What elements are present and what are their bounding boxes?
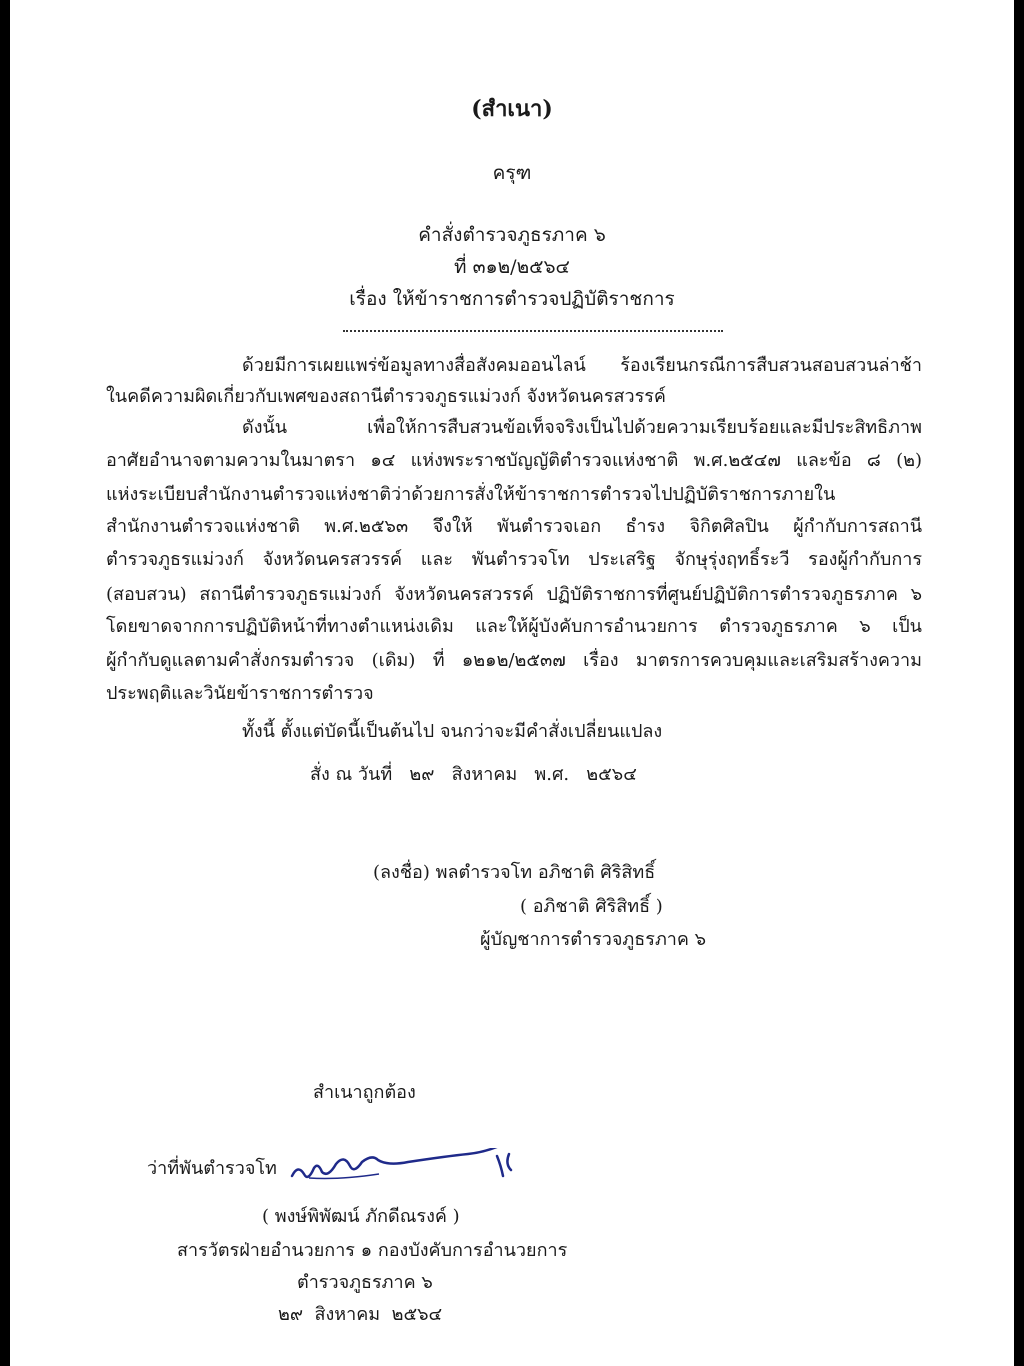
certifier-name: ( พงษ์พิพัฒน์ ภักดีณรงค์ ) — [262, 1206, 460, 1227]
copy-label: (สำเนา) — [471, 96, 553, 122]
certifier-rank: ว่าที่พันตำรวจโท — [147, 1158, 277, 1179]
signer-position: ผู้บัญชาการตำรวจภูธรภาค ๖ — [480, 929, 707, 950]
body-line: ผู้กำกับดูแลตามคำสั่งกรมตำรวจ (เดิม) ที่ ๑๒๑๒/๒๕๓๗ เรื่อง มาตรการควบคุมและเสริมสร้างความ — [106, 650, 922, 671]
effective-statement: ทั้งนี้ ตั้งแต่บัดนี้เป็นต้นไป จนกว่าจะมีคำสั่งเปลี่ยนแปลง — [242, 721, 663, 742]
body-line: (สอบสวน) สถานีตำรวจภูธรแม่วงก์ จังหวัดนครสวรรค์ ปฏิบัติราชการที่ศูนย์ปฏิบัติการตำรวจภูธรภาค ๖ — [106, 584, 922, 605]
handwritten-signature — [287, 1148, 587, 1188]
signer-name: ( อภิชาติ ศิริสิทธิ์ ) — [520, 896, 663, 917]
certification-date: ๒๙ สิงหาคม ๒๕๖๔ — [278, 1304, 443, 1325]
body-line: ตำรวจภูธรแม่วงก์ จังหวัดนครสวรรค์ และ พันตำรวจโท ประเสริฐ จักษุรุ่งฤทธิ์ระวี รองผู้กำกับการ — [106, 549, 922, 570]
order-date: สั่ง ณ วันที่ ๒๙ สิงหาคม พ.ศ. ๒๕๖๔ — [310, 764, 637, 785]
body-line: โดยขาดจากการปฏิบัติหน้าที่ทางตำแหน่งเดิม และให้ผู้บังคับการอำนวยการ ตำรวจภูธรภาค ๖ เป็น — [106, 616, 922, 637]
order-subject: เรื่อง ให้ข้าราชการตำรวจปฏิบัติราชการ — [349, 288, 675, 310]
order-title: คำสั่งตำรวจภูธรภาค ๖ — [418, 224, 606, 246]
order-number: ที่ ๓๑๒/๒๕๖๔ — [454, 256, 570, 278]
certifier-position: สารวัตรฝ่ายอำนวยการ ๑ กองบังคับการอำนวยการ — [177, 1240, 568, 1261]
body-line: อาศัยอำนาจตามความในมาตรา ๑๔ แห่งพระราชบัญญัติตำรวจแห่งชาติ พ.ศ.๒๕๔๗ และข้อ ๘ (๒) — [106, 450, 922, 471]
document-page — [10, 0, 1014, 1366]
body-line: แห่งระเบียบสำนักงานตำรวจแห่งชาติว่าด้วยการสั่งให้ข้าราชการตำรวจไปปฏิบัติราชการภายใน — [106, 484, 836, 505]
body-line: ประพฤติและวินัยข้าราชการตำรวจ — [106, 683, 374, 704]
certified-label: สำเนาถูกต้อง — [313, 1082, 416, 1103]
body-line: สำนักงานตำรวจแห่งชาติ พ.ศ.๒๕๖๓ จึงให้ พันตำรวจเอก ธำรง จิกิตศิลปิน ผู้กำกับการสถานี — [106, 516, 922, 537]
emblem-label: ครุฑ — [492, 162, 532, 184]
body-line: ดังนั้น เพื่อให้การสืบสวนข้อเท็จจริงเป็นไปด้วยความเรียบร้อยและมีประสิทธิภาพ — [242, 417, 922, 438]
body-line: ด้วยมีการเผยแพร่ข้อมูลทางสื่อสังคมออนไลน์ ร้องเรียนกรณีการสืบสวนสอบสวนล่าช้า — [242, 355, 922, 376]
signed-line: (ลงชื่อ) พลตำรวจโท อภิชาติ ศิริสิทธิ์ — [373, 862, 656, 883]
dotted-divider — [343, 330, 723, 332]
certifier-unit: ตำรวจภูธรภาค ๖ — [297, 1272, 433, 1293]
body-line: ในคดีความผิดเกี่ยวกับเพศของสถานีตำรวจภูธรแม่วงก์ จังหวัดนครสวรรค์ — [106, 386, 666, 407]
